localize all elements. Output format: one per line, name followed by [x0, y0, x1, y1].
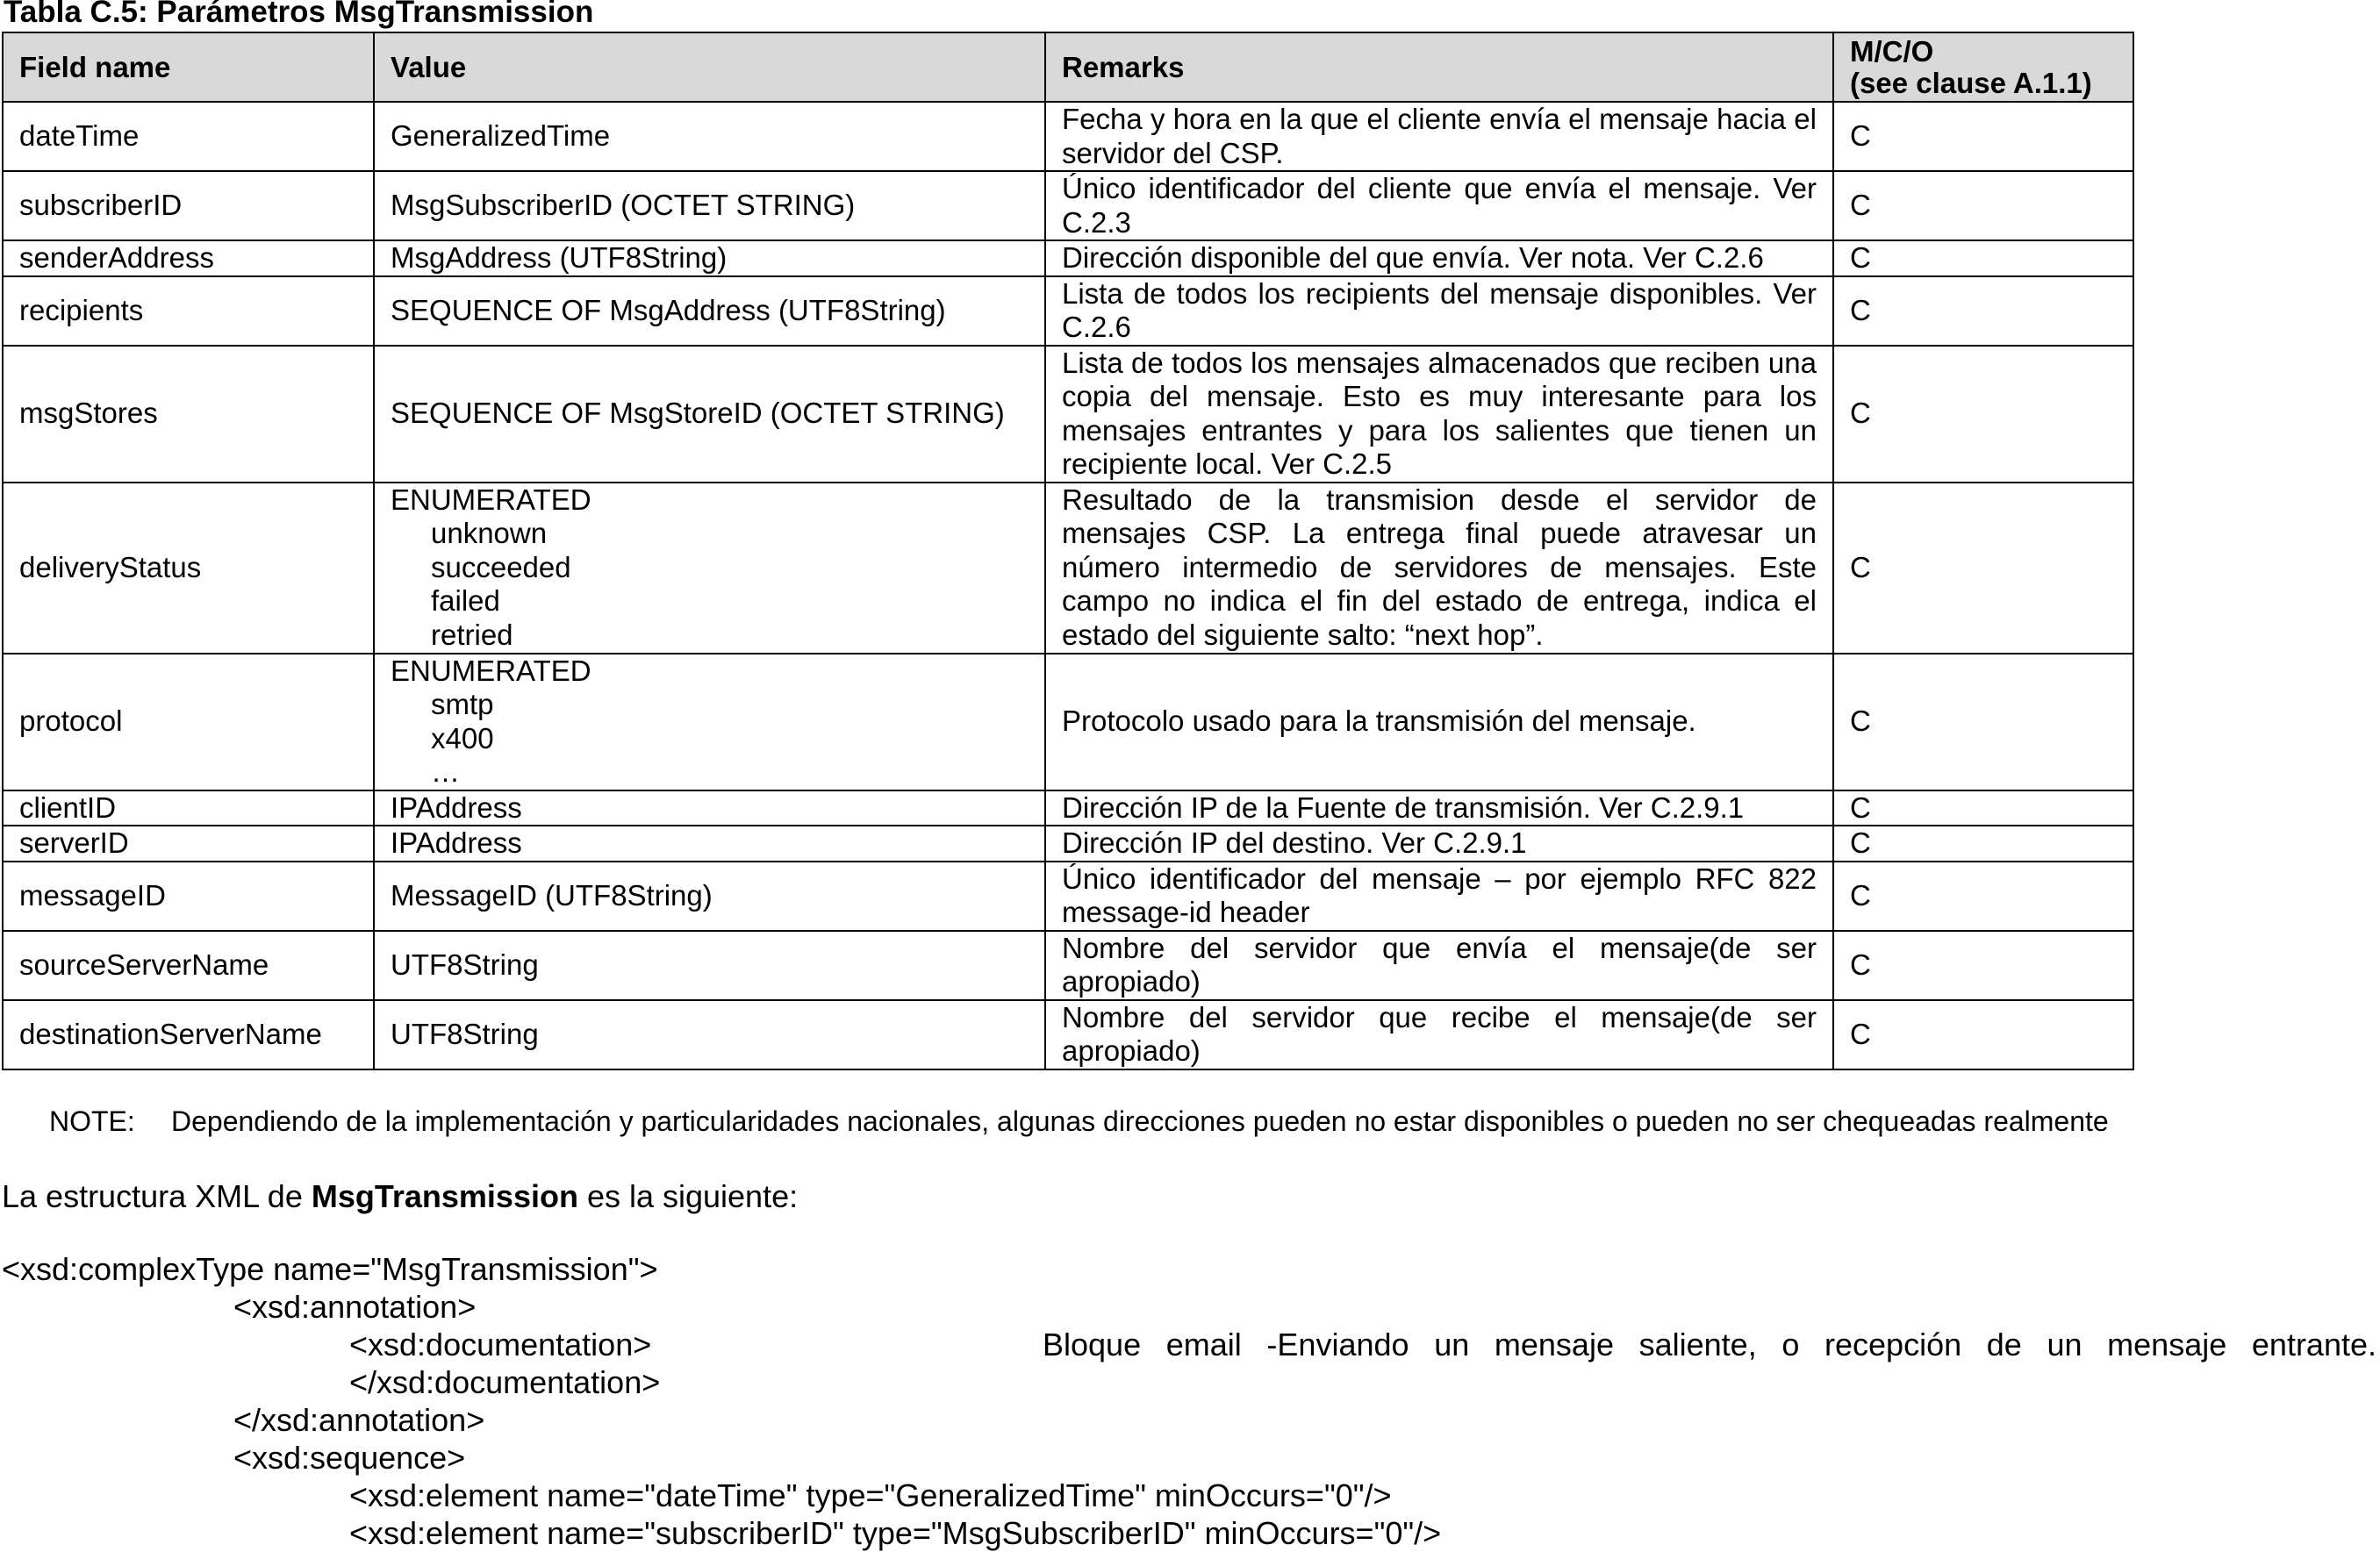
remarks-cell: Resultado de la transmision desde el servidor de mensajes CSP. La entrega final puede atravesar un número intermedio de servidores de mensajes. Este campo no indica el fin del estado de entrega, indica el estado del siguiente salto: “next hop”. — [1045, 483, 1833, 654]
remarks-cell: Nombre del servidor que recibe el mensaje(de ser apropiado) — [1045, 1000, 1833, 1069]
remarks-cell: Fecha y hora en la que el cliente envía el mensaje hacia el servidor del CSP. — [1045, 102, 1833, 171]
field-name-cell: clientID — [3, 790, 374, 826]
header-field-name: Field name — [3, 32, 374, 102]
header-remarks: Remarks — [1045, 32, 1833, 102]
field-name-cell: serverID — [3, 826, 374, 862]
enum-option: unknown — [431, 517, 548, 550]
enum-option: … — [431, 755, 460, 788]
field-name-cell: destinationServerName — [3, 1000, 374, 1069]
field-name-cell: deliveryStatus — [3, 483, 374, 654]
field-name-cell: msgStores — [3, 346, 374, 483]
table-title: Tabla C.5: Parámetros MsgTransmission — [4, 0, 594, 29]
value-cell: IPAddress — [374, 790, 1045, 826]
value-cell — [374, 654, 1045, 790]
mco-cell: C — [1833, 862, 2133, 931]
table-row — [3, 862, 2133, 931]
remarks-cell: Dirección disponible del que envía. Ver nota. Ver C.2.6 — [1045, 240, 1833, 276]
table-row — [3, 790, 2133, 826]
enum-option: smtp — [431, 688, 494, 720]
table-note — [49, 1104, 2109, 1139]
value-cell — [374, 483, 1045, 654]
field-name-cell: sourceServerName — [3, 931, 374, 1000]
table-row — [3, 931, 2133, 1000]
remarks-cell: Nombre del servidor que envía el mensaje(de ser apropiado) — [1045, 931, 1833, 1000]
remarks-cell: Único identificador del mensaje – por ejemplo RFC 822 message-id header — [1045, 862, 1833, 931]
enum-option: succeeded — [431, 550, 571, 583]
intro-text-end: es la siguiente: — [577, 1178, 799, 1214]
value-cell: GeneralizedTime — [374, 102, 1045, 171]
enum-option: x400 — [431, 721, 494, 755]
enum-option: retried — [431, 618, 513, 651]
xml-line: <xsd:element name="subscriberID" type="MsgSubscriberID" minOccurs="0"/> — [349, 1515, 1442, 1551]
intro-text: La estructura XML de — [2, 1178, 312, 1214]
field-name-cell: senderAddress — [3, 240, 374, 276]
mco-cell: C — [1833, 654, 2133, 790]
xml-line: <xsd:annotation> — [233, 1289, 477, 1325]
xml-line: <xsd:complexType name="MsgTransmission"> — [2, 1251, 658, 1287]
mco-cell: C — [1833, 346, 2133, 483]
mco-cell: C — [1833, 171, 2133, 240]
value-cell: UTF8String — [374, 1000, 1045, 1069]
xml-documentation-text: Bloque email -Enviando un mensaje saliente, o recepción de un mensaje entrante. — [1043, 1327, 2376, 1362]
xml-line: <xsd:element name="dateTime" type="GeneralizedTime" minOccurs="0"/> — [349, 1477, 1392, 1513]
field-name-cell: recipients — [3, 276, 374, 346]
remarks-cell: Dirección IP de la Fuente de transmisión. Ver C.2.9.1 — [1045, 790, 1833, 826]
xml-line: <xsd:documentation> — [349, 1327, 652, 1362]
table-row — [3, 276, 2133, 346]
enum-option: failed — [431, 584, 500, 618]
table-row — [3, 826, 2133, 862]
enum-type: ENUMERATED — [391, 654, 591, 687]
mco-cell: C — [1833, 102, 2133, 171]
field-name-cell: dateTime — [3, 102, 374, 171]
table-row — [3, 240, 2133, 276]
note-text: Dependiendo de la implementación y particularidades nacionales, algunas direcciones pueden no estar disponibles o pueden no ser chequeadas realmente — [171, 1105, 2109, 1137]
value-cell: MsgAddress (UTF8String) — [374, 240, 1045, 276]
header-mco — [1833, 32, 2133, 102]
xml-intro-paragraph — [2, 1178, 798, 1215]
mco-cell: C — [1833, 826, 2133, 862]
xml-line: </xsd:documentation> — [349, 1364, 661, 1400]
table-row — [3, 1000, 2133, 1069]
table-header-row — [3, 32, 2133, 102]
remarks-cell: Único identificador del cliente que envía el mensaje. Ver C.2.3 — [1045, 171, 1833, 240]
mco-cell: C — [1833, 931, 2133, 1000]
mco-cell: C — [1833, 276, 2133, 346]
table-row — [3, 102, 2133, 171]
table-row — [3, 346, 2133, 483]
enum-type: ENUMERATED — [391, 483, 591, 516]
table-row — [3, 171, 2133, 240]
table-row — [3, 654, 2133, 790]
remarks-cell: Protocolo usado para la transmisión del mensaje. — [1045, 654, 1833, 790]
value-cell: MessageID (UTF8String) — [374, 862, 1045, 931]
field-name-cell: subscriberID — [3, 171, 374, 240]
mco-cell: C — [1833, 1000, 2133, 1069]
remarks-cell: Dirección IP del destino. Ver C.2.9.1 — [1045, 826, 1833, 862]
value-cell: SEQUENCE OF MsgAddress (UTF8String) — [374, 276, 1045, 346]
mco-cell: C — [1833, 483, 2133, 654]
intro-type-name: MsgTransmission — [311, 1178, 578, 1214]
xml-line: </xsd:annotation> — [233, 1402, 485, 1438]
mco-cell: C — [1833, 240, 2133, 276]
remarks-cell: Lista de todos los recipients del mensaje disponibles. Ver C.2.6 — [1045, 276, 1833, 346]
mco-cell: C — [1833, 790, 2133, 826]
remarks-cell: Lista de todos los mensajes almacenados que reciben una copia del mensaje. Esto es muy interesante para los mensajes entrantes y para los salientes que tienen un recipiente local. Ver C.2.5 — [1045, 346, 1833, 483]
header-mco-label: M/C/O — [1850, 34, 1934, 68]
note-label: NOTE: — [49, 1105, 135, 1137]
parameters-table — [2, 32, 2134, 1070]
value-cell: IPAddress — [374, 826, 1045, 862]
header-mco-clause: (see clause A.1.1) — [1850, 66, 2092, 99]
header-value: Value — [374, 32, 1045, 102]
field-name-cell: messageID — [3, 862, 374, 931]
table-row — [3, 483, 2133, 654]
xml-line: <xsd:sequence> — [233, 1440, 466, 1476]
value-cell: UTF8String — [374, 931, 1045, 1000]
value-cell: MsgSubscriberID (OCTET STRING) — [374, 171, 1045, 240]
field-name-cell: protocol — [3, 654, 374, 790]
value-cell: SEQUENCE OF MsgStoreID (OCTET STRING) — [374, 346, 1045, 483]
